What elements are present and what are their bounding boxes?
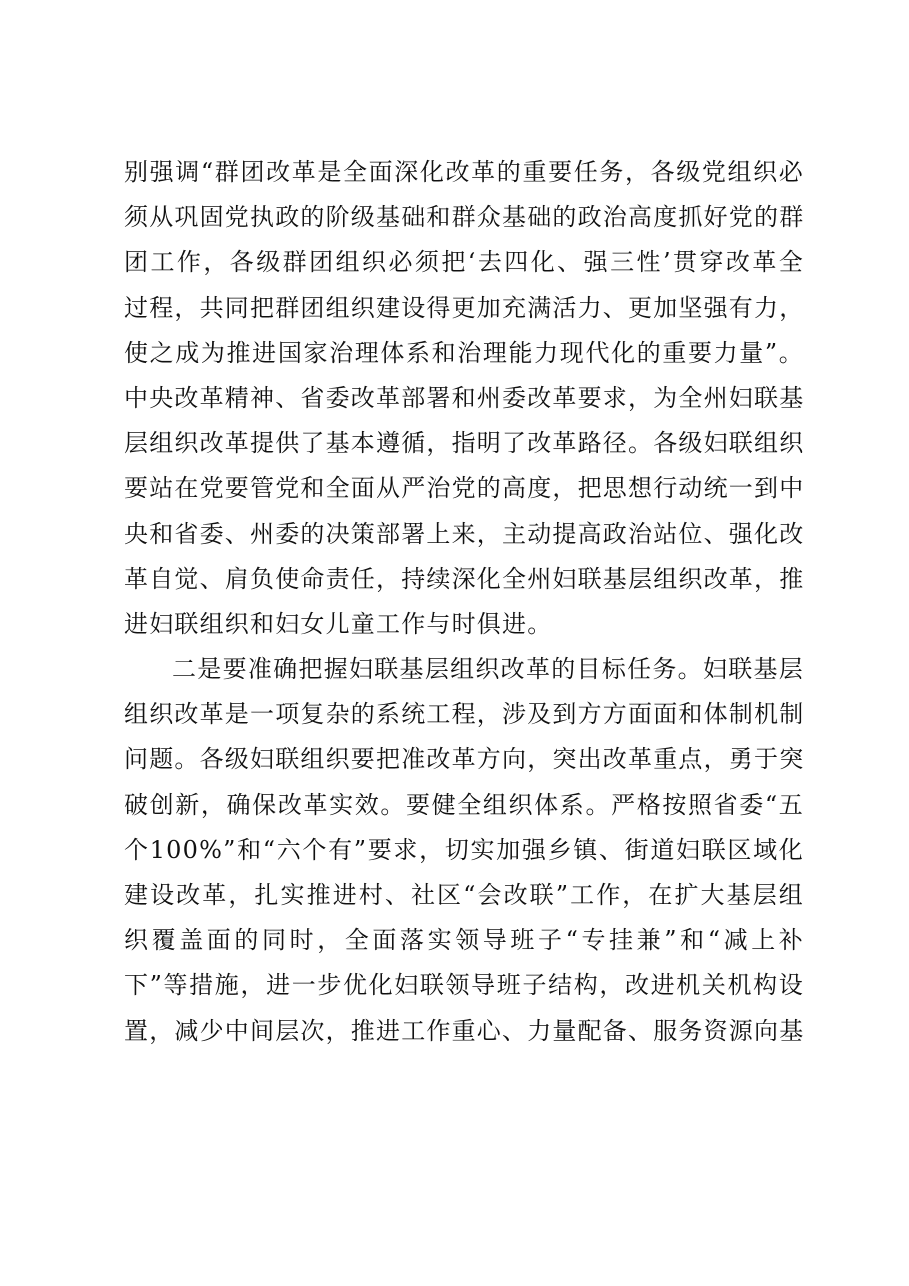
text-line: 个100%”和“六个有”要求，切实加强乡镇、街道妇联区域化	[124, 835, 804, 864]
text-line: 下”等措施，进一步优化妇联领导班子结构，改进机关机构设	[124, 971, 804, 1000]
text-line: 置，减少中间层次，推进工作重心、力量配备、服务资源向基	[124, 1016, 805, 1045]
text-line: 组织改革是一项复杂的系统工程，涉及到方方面面和体制机制	[124, 700, 805, 729]
document-body	[124, 150, 804, 1054]
text-line: 破创新，确保改革实效。要健全组织体系。严格按照省委“五	[124, 790, 804, 819]
text-line: 央和省委、州委的决策部署上来，主动提高政治站位、强化改	[124, 519, 805, 548]
paragraph-2	[124, 647, 804, 1054]
text-line: 层组织改革提供了基本遵循，指明了改革路径。各级妇联组织	[124, 429, 805, 458]
text-line: 中央改革精神、省委改革部署和州委改革要求，为全州妇联基	[124, 383, 805, 412]
text-line: 二是要准确把握妇联基层组织改革的目标任务。妇联基层	[172, 655, 804, 684]
text-line: 团工作，各级群团组织必须把‘去四化、强三性’贯穿改革全	[124, 248, 804, 277]
text-line: 织覆盖面的同时，全面落实领导班子“专挂兼”和“减上补	[124, 926, 804, 955]
text-line: 进妇联组织和妇女儿童工作与时俱进。	[124, 609, 553, 638]
text-line: 问题。各级妇联组织要把准改革方向，突出改革重点，勇于突	[124, 745, 805, 774]
text-line: 革自觉、肩负使命责任，持续深化全州妇联基层组织改革，推	[124, 564, 805, 593]
paragraph-1	[124, 150, 804, 647]
text-line: 建设改革，扎实推进村、社区“会改联”工作，在扩大基层组	[124, 881, 804, 909]
text-line: 须从巩固党执政的阶级基础和群众基础的政治高度抓好党的群	[124, 203, 805, 232]
text-line: 过程，共同把群团组织建设得更加充满活力、更加坚强有力，	[124, 293, 805, 322]
text-line: 别强调“群团改革是全面深化改革的重要任务，各级党组织必	[124, 158, 804, 186]
text-line: 要站在党要管党和全面从严治党的高度，把思想行动统一到中	[124, 474, 805, 503]
text-line: 使之成为推进国家治理体系和治理能力现代化的重要力量”。	[124, 338, 804, 367]
